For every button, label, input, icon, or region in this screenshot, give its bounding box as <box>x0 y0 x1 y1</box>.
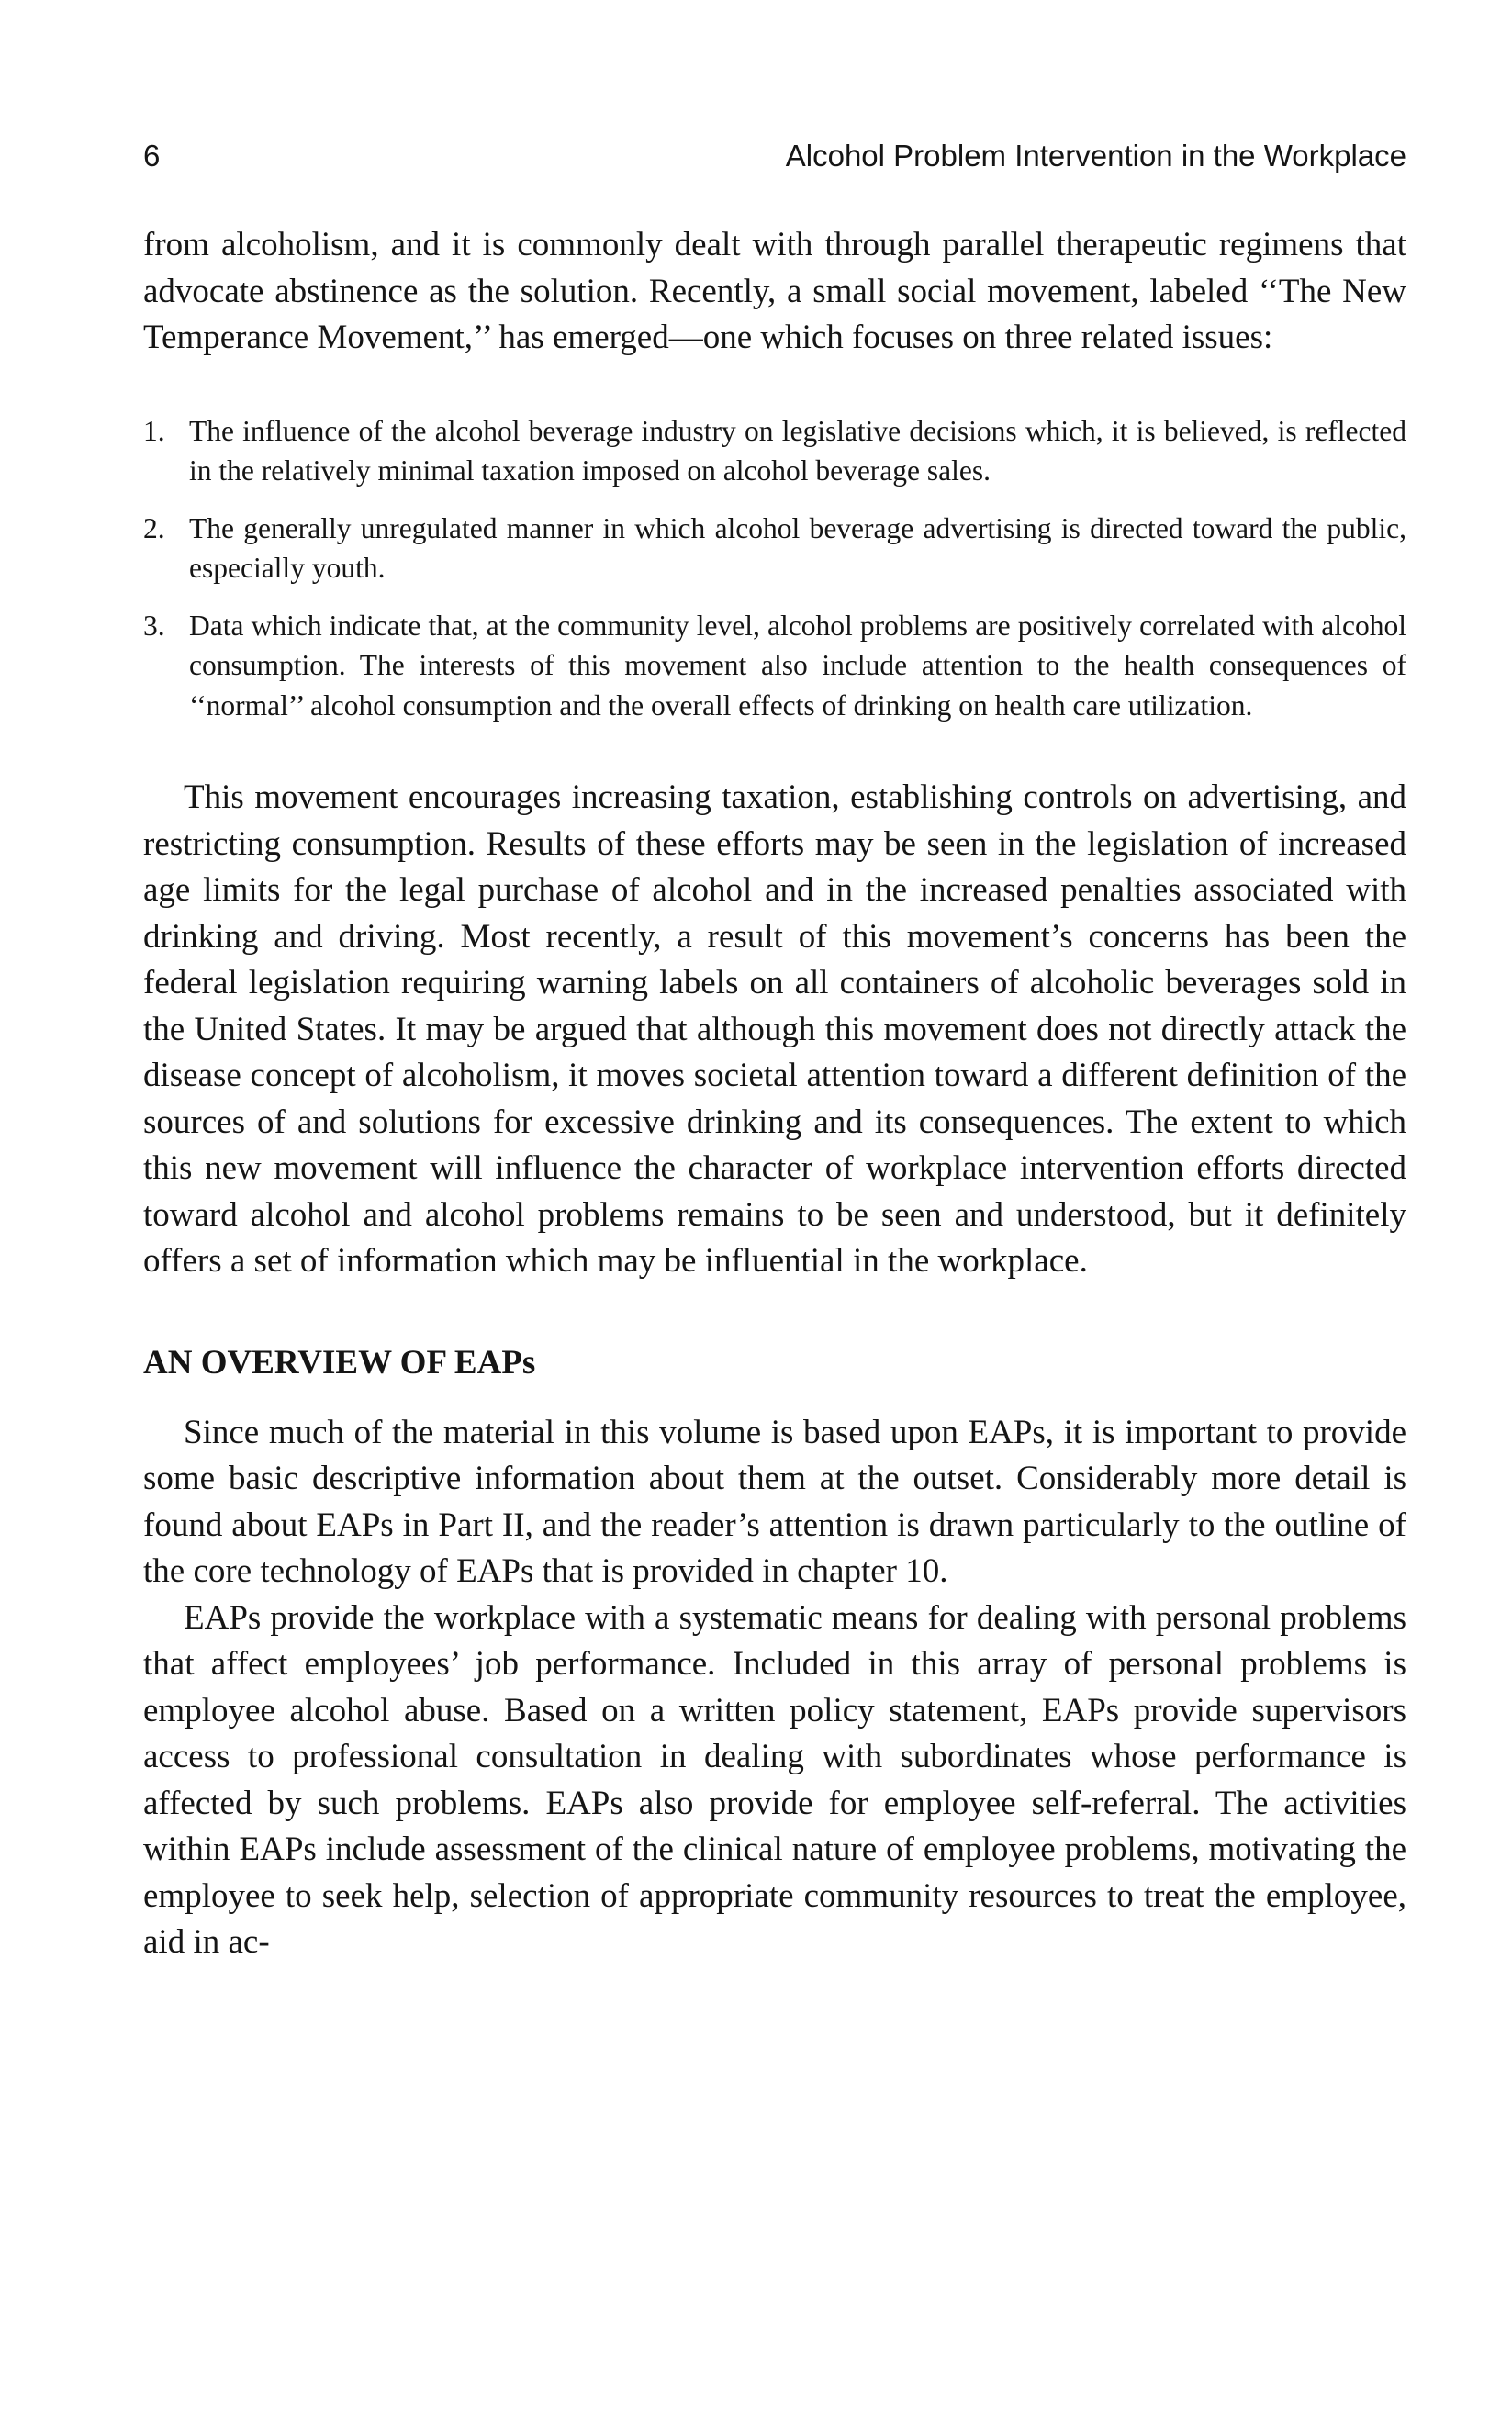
eap-paragraph-1: Since much of the material in this volume is based upon EAPs, it is important to provide some basic descriptive information about them at the outset. Considerably more detail is found about EAPs in Part II, and the reader’s attention is drawn particularly to the outline of the core technology of EAPs that is provided in chapter 10. <box>143 1413 1406 1590</box>
running-head <box>143 132 1406 180</box>
list-item <box>143 606 1406 726</box>
list-item <box>143 509 1406 588</box>
running-title: Alcohol Problem Intervention in the Workplace <box>785 139 1406 173</box>
intro-paragraph: from alcoholism, and it is commonly dealt with through parallel therapeutic regimens that advocate abstinence as the solution. Recently, a small social movement, labeled ‘‘The New Temperance Movement,’’ has emerged—one which focuses on three related issues: <box>143 226 1406 356</box>
list-item-text: Data which indicate that, at the community level, alcohol problems are positively correlated with alcohol consumption. The interests of this movement also include attention to the health consequences of ‘‘normal’’ alcohol consumption and the overall effects of drinking on health care utilization. <box>189 609 1406 722</box>
book-page <box>143 132 1406 1966</box>
list-item <box>143 411 1406 491</box>
list-item-text: The influence of the alcohol beverage industry on legislative decisions which, it is believed, is reflected in the relatively minimal taxation imposed on alcohol beverage sales. <box>189 414 1406 487</box>
list-item-number: 1. <box>143 414 165 447</box>
section-heading: AN OVERVIEW OF EAPs <box>143 1343 536 1382</box>
issues-list <box>143 411 1406 726</box>
eap-paragraph-2: EAPs provide the workplace with a systematic means for dealing with personal problems that affect employees’ job performance. Included in this array of personal problems is employee alcohol abuse. Based on a written policy statement, EAPs provide supervisors access to professional consultation in dealing with subordinates whose performance is affected by such problems. EAPs also provide for employee self-referral. The activities within EAPs include assessment of the clinical nature of employee problems, motivating the employee to seek help, selection of appropriate community resources to treat the employee, aid in ac- <box>143 1598 1406 1961</box>
list-item-number: 3. <box>143 609 165 642</box>
list-item-text: The generally unregulated manner in which alcohol beverage advertising is directed toward the public, especially youth. <box>189 511 1406 584</box>
list-item-number: 2. <box>143 511 165 544</box>
movement-paragraph: This movement encourages increasing taxation, establishing controls on advertising, and restricting consumption. Results of these efforts may be seen in the legislation of increased age limits for the legal purchase of alcohol and in the increased penalties associated with drinking and driving. Most recently, a result of this movement’s concerns has been the federal legislation requiring warning labels on all containers of alcoholic beverages sold in the United States. It may be argued that although this movement does not directly attack the disease concept of alcoholism, it moves societal attention toward a different definition of the sources of and solutions for excessive drinking and its consequences. The extent to which this new movement will influence the character of workplace intervention efforts directed toward alcohol and alcohol problems remains to be seen and understood, but it definitely offers a set of information which may be influential in the workplace. <box>143 778 1406 1280</box>
page-number: 6 <box>143 139 161 173</box>
